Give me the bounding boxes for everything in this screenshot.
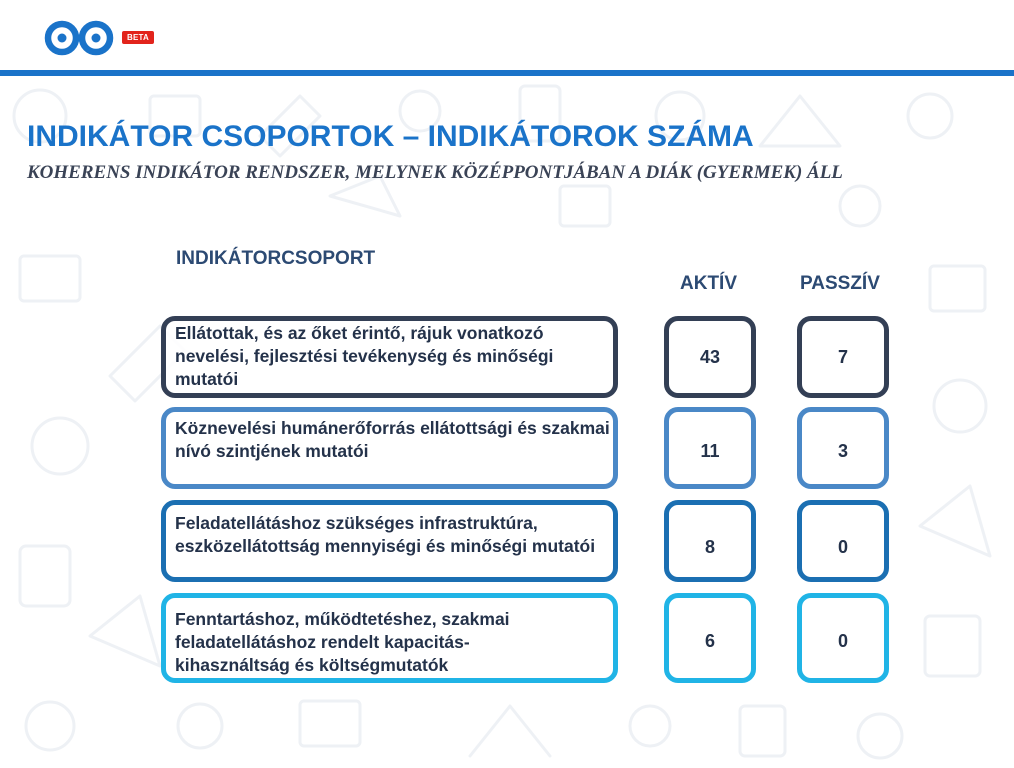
active-count: 43 xyxy=(699,347,721,367)
logo-icon[interactable] xyxy=(44,19,116,57)
indicator-group-label: Fenntartáshoz, működtetéshez, szakmai feladatellátáshoz rendelt kapacitás-kihasználtság és költségmutatók xyxy=(175,609,510,675)
header-divider xyxy=(0,70,1014,76)
page-title: INDIKÁTOR CSOPORTOK – INDIKÁTOROK SZÁMA xyxy=(27,120,754,153)
active-count: 8 xyxy=(704,537,715,557)
column-header-active: AKTÍV xyxy=(680,273,737,294)
passive-count: 0 xyxy=(837,537,848,557)
passive-count: 7 xyxy=(837,347,848,367)
column-header-passive: PASSZÍV xyxy=(800,273,880,294)
passive-count: 3 xyxy=(837,441,848,461)
indicator-group-label: Ellátottak, és az őket érintő, rájuk vonatkozó nevelési, fejlesztési tevékenység és minőségi mutatói xyxy=(175,323,554,389)
active-count: 11 xyxy=(700,441,720,461)
beta-badge: BETA xyxy=(122,31,154,44)
column-header-group: INDIKÁTORCSOPORT xyxy=(176,248,376,269)
active-count: 6 xyxy=(704,631,715,651)
page-subtitle: KOHERENS INDIKÁTOR RENDSZER, MELYNEK KÖZÉPPONTJÁBAN A DIÁK (GYERMEK) ÁLL xyxy=(27,162,843,183)
indicator-group-label: Feladatellátáshoz szükséges infrastruktúra, eszközellátottság mennyiségi és minőségi mutatói xyxy=(175,513,596,556)
passive-count: 0 xyxy=(837,631,848,651)
indicator-group-label: Köznevelési humánerőforrás ellátottsági és szakmai nívó szintjének mutatói xyxy=(175,418,610,461)
